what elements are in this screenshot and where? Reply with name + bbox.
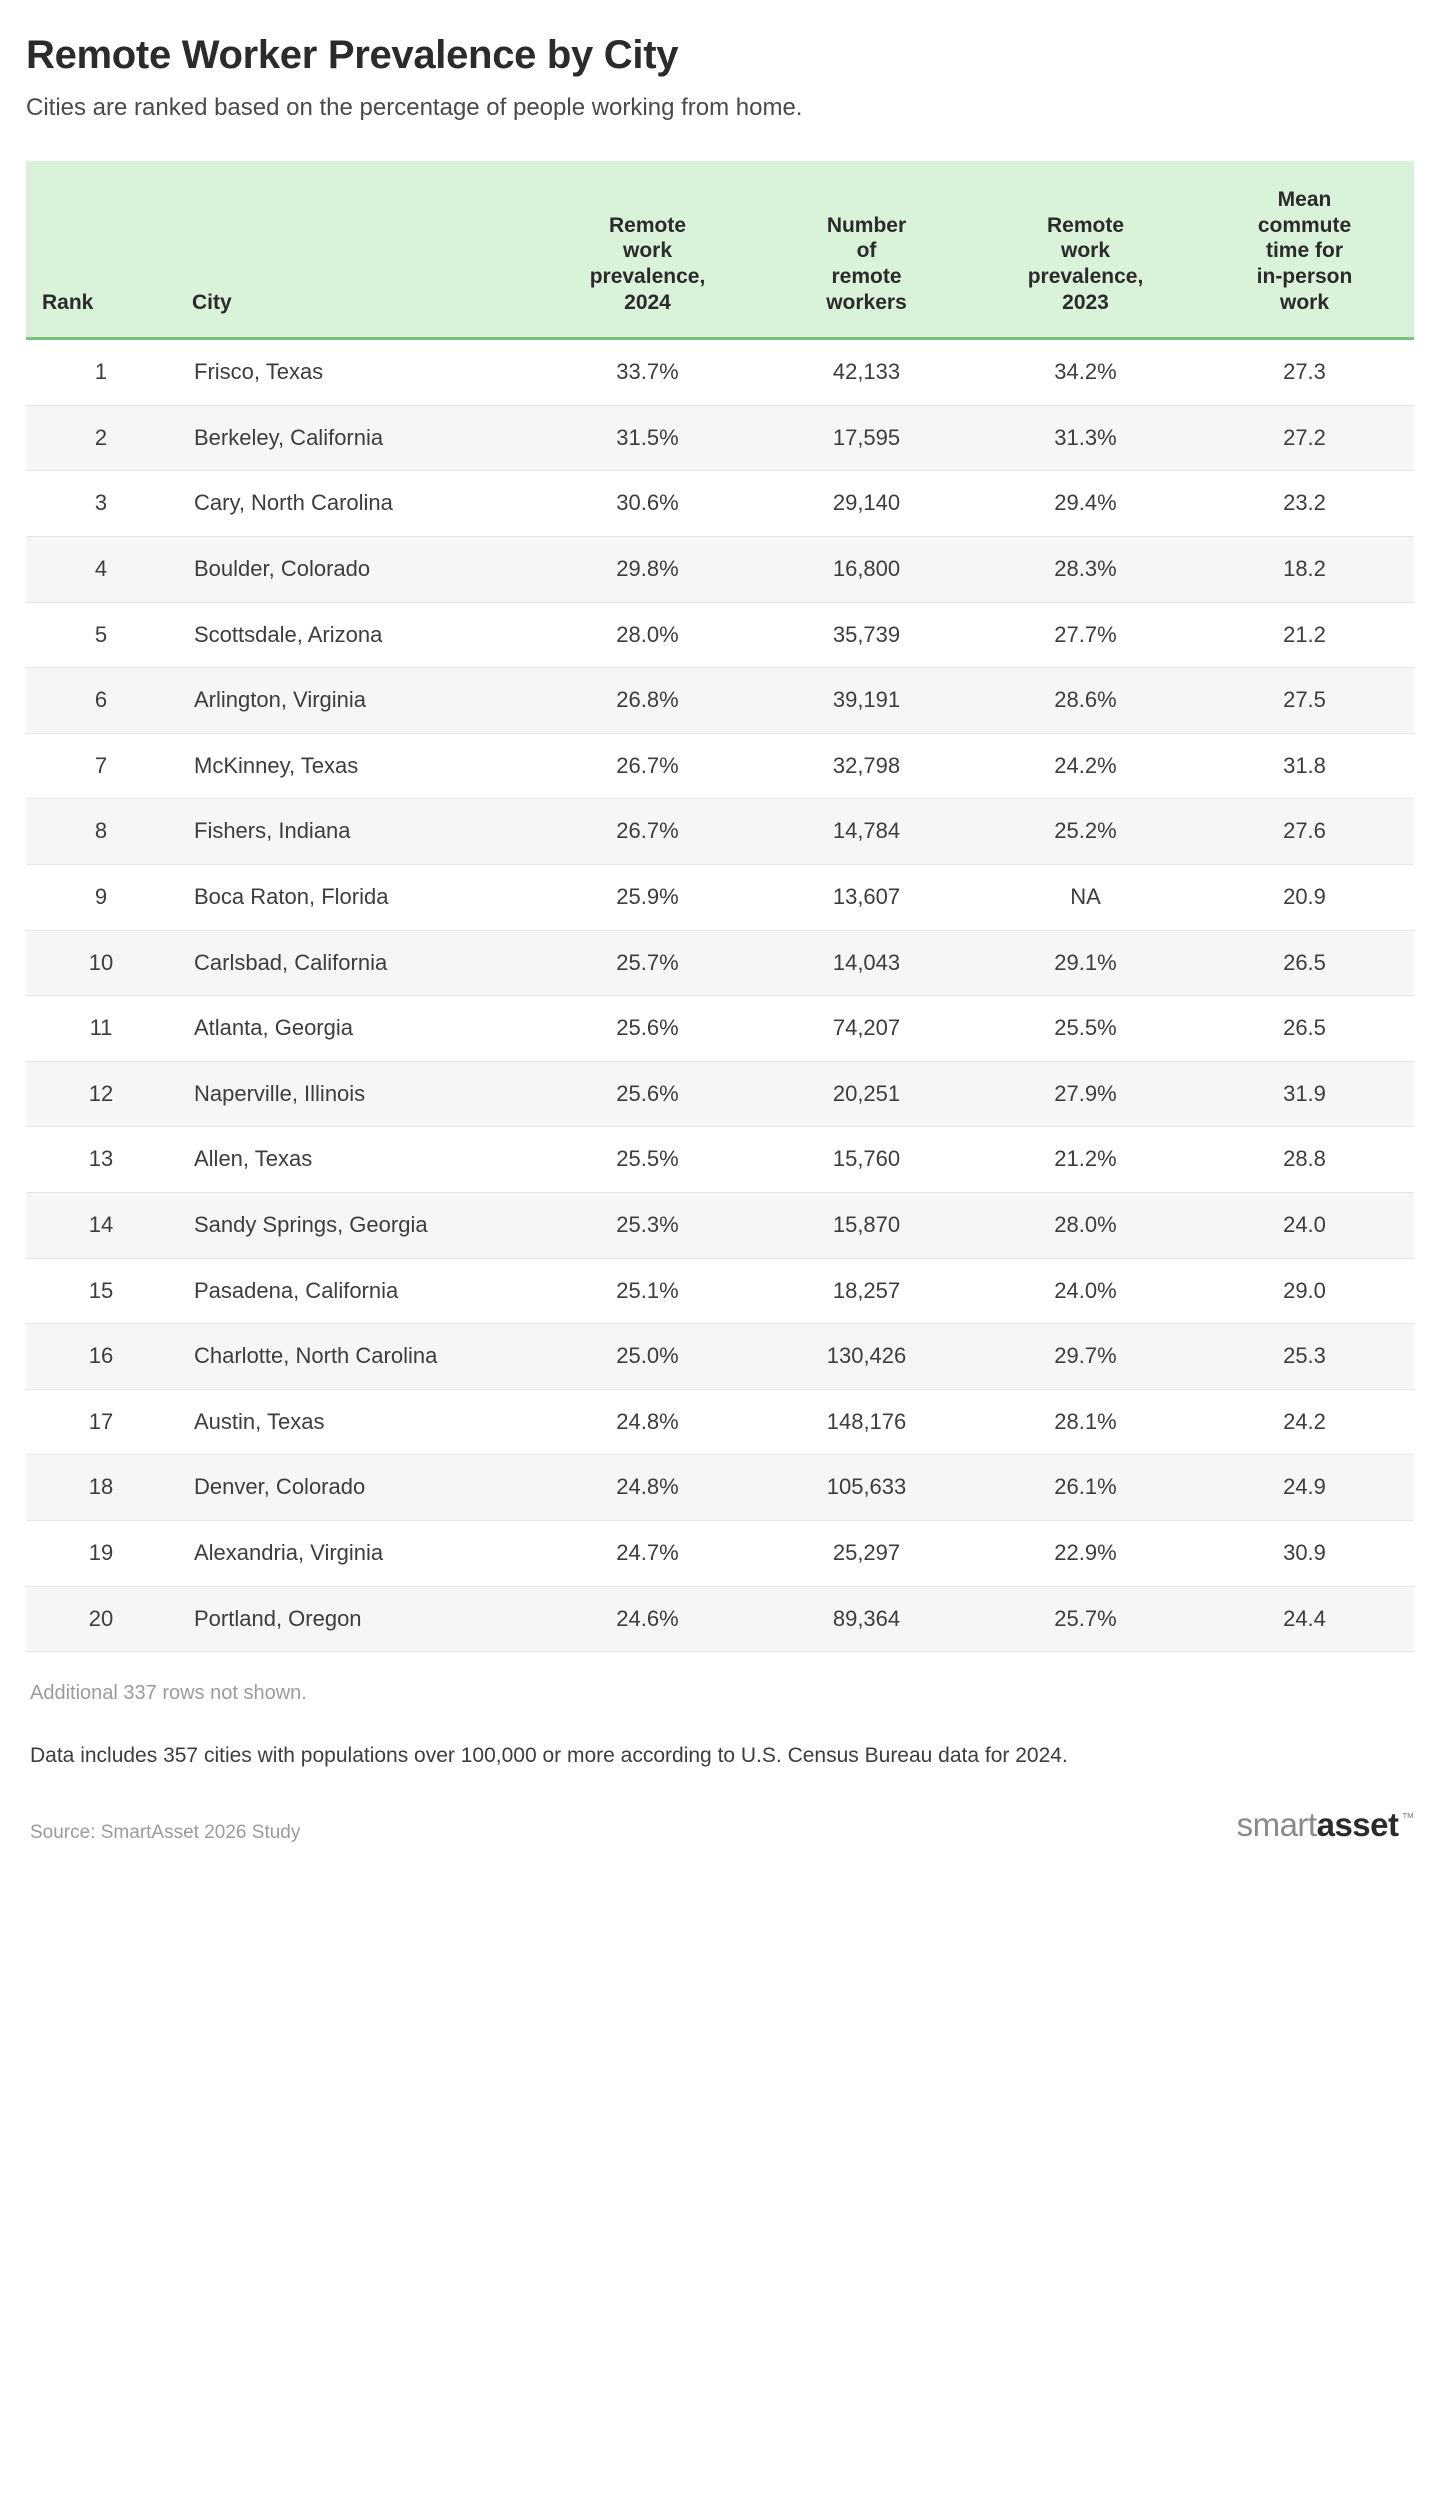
table-row [26, 996, 1414, 1062]
cell-remote-prevalence-2023: 25.2% [976, 799, 1195, 865]
cell-rank: 12 [26, 1061, 176, 1127]
cell-remote-prevalence-2024: 25.7% [538, 930, 757, 996]
header-line: remote [831, 265, 902, 289]
cell-remote-prevalence-2023: 27.7% [976, 602, 1195, 668]
cell-remote-prevalence-2024: 24.6% [538, 1586, 757, 1652]
column-header-rank [26, 161, 176, 339]
cell-remote-prevalence-2024: 28.0% [538, 602, 757, 668]
header-line: 2024 [624, 290, 671, 314]
header-line: workers [826, 290, 907, 314]
cell-rank: 20 [26, 1586, 176, 1652]
header-line: prevalence, [589, 265, 706, 289]
cell-city: Scottsdale, Arizona [176, 602, 538, 668]
header-line: Number [826, 213, 907, 237]
table-row [26, 602, 1414, 668]
cell-rank: 15 [26, 1258, 176, 1324]
cell-rank: 14 [26, 1192, 176, 1258]
table-row [26, 1192, 1414, 1258]
table-body [26, 339, 1414, 1652]
cell-number-of-remote-workers: 42,133 [757, 339, 976, 406]
table-row [26, 537, 1414, 603]
column-header-city [176, 161, 538, 339]
table-row [26, 799, 1414, 865]
header-line: work [1060, 239, 1110, 263]
cell-remote-prevalence-2024: 25.0% [538, 1324, 757, 1390]
logo-smart-text: smart [1236, 1805, 1317, 1843]
cell-remote-prevalence-2024: 25.5% [538, 1127, 757, 1193]
table-header [26, 161, 1414, 339]
cell-city: Charlotte, North Carolina [176, 1324, 538, 1390]
cell-remote-prevalence-2023: 22.9% [976, 1520, 1195, 1586]
cell-mean-commute-time: 26.5 [1195, 996, 1414, 1062]
cell-remote-prevalence-2023: 29.1% [976, 930, 1195, 996]
cell-mean-commute-time: 31.9 [1195, 1061, 1414, 1127]
cell-rank: 3 [26, 471, 176, 537]
cell-remote-prevalence-2023: NA [976, 864, 1195, 930]
header-line: prevalence, [1027, 265, 1144, 289]
cell-remote-prevalence-2024: 24.8% [538, 1455, 757, 1521]
cell-number-of-remote-workers: 18,257 [757, 1258, 976, 1324]
column-header-mean-commute-time [1195, 161, 1414, 339]
table-row [26, 930, 1414, 996]
cell-mean-commute-time: 25.3 [1195, 1324, 1414, 1390]
cell-number-of-remote-workers: 20,251 [757, 1061, 976, 1127]
cell-rank: 18 [26, 1455, 176, 1521]
cell-remote-prevalence-2023: 24.2% [976, 733, 1195, 799]
cell-mean-commute-time: 28.8 [1195, 1127, 1414, 1193]
table-row [26, 864, 1414, 930]
cell-remote-prevalence-2024: 30.6% [538, 471, 757, 537]
cell-city: Naperville, Illinois [176, 1061, 538, 1127]
table-row [26, 339, 1414, 406]
cell-remote-prevalence-2024: 26.7% [538, 799, 757, 865]
cell-city: Boca Raton, Florida [176, 864, 538, 930]
header-line: in-person [1256, 265, 1353, 289]
cell-remote-prevalence-2024: 26.7% [538, 733, 757, 799]
cell-rank: 16 [26, 1324, 176, 1390]
table-row [26, 1324, 1414, 1390]
cell-number-of-remote-workers: 17,595 [757, 405, 976, 471]
cell-remote-prevalence-2024: 25.6% [538, 1061, 757, 1127]
cell-remote-prevalence-2024: 29.8% [538, 537, 757, 603]
cell-mean-commute-time: 23.2 [1195, 471, 1414, 537]
cell-mean-commute-time: 27.3 [1195, 339, 1414, 406]
cell-number-of-remote-workers: 29,140 [757, 471, 976, 537]
cell-remote-prevalence-2023: 28.1% [976, 1389, 1195, 1455]
ranking-table-wrapper [26, 161, 1414, 1652]
header-line: 2023 [1062, 290, 1109, 314]
cell-remote-prevalence-2023: 29.4% [976, 471, 1195, 537]
cell-remote-prevalence-2024: 25.3% [538, 1192, 757, 1258]
column-header-remote-prevalence-2024 [538, 161, 757, 339]
table-row [26, 1389, 1414, 1455]
cell-remote-prevalence-2023: 21.2% [976, 1127, 1195, 1193]
cell-rank: 2 [26, 405, 176, 471]
cell-city: Carlsbad, California [176, 930, 538, 996]
cell-rank: 4 [26, 537, 176, 603]
cell-mean-commute-time: 24.4 [1195, 1586, 1414, 1652]
cell-remote-prevalence-2023: 28.6% [976, 668, 1195, 734]
cell-city: Pasadena, California [176, 1258, 538, 1324]
column-header-remote-prevalence-2023 [976, 161, 1195, 339]
cell-city: Frisco, Texas [176, 339, 538, 406]
cell-number-of-remote-workers: 130,426 [757, 1324, 976, 1390]
logo-trademark-icon: ™ [1401, 1809, 1414, 1825]
column-header-rank-label: Rank [42, 290, 94, 314]
cell-rank: 8 [26, 799, 176, 865]
cell-remote-prevalence-2023: 25.7% [976, 1586, 1195, 1652]
cell-remote-prevalence-2023: 25.5% [976, 996, 1195, 1062]
cell-rank: 6 [26, 668, 176, 734]
cell-number-of-remote-workers: 14,043 [757, 930, 976, 996]
rows-not-shown-note: Additional 337 rows not shown. [30, 1682, 307, 1705]
cell-city: Cary, North Carolina [176, 471, 538, 537]
cell-number-of-remote-workers: 89,364 [757, 1586, 976, 1652]
table-row [26, 471, 1414, 537]
cell-number-of-remote-workers: 13,607 [757, 864, 976, 930]
cell-remote-prevalence-2023: 27.9% [976, 1061, 1195, 1127]
cell-remote-prevalence-2023: 34.2% [976, 339, 1195, 406]
table-row [26, 405, 1414, 471]
cell-rank: 5 [26, 602, 176, 668]
cell-city: McKinney, Texas [176, 733, 538, 799]
cell-number-of-remote-workers: 35,739 [757, 602, 976, 668]
cell-remote-prevalence-2024: 25.1% [538, 1258, 757, 1324]
cell-mean-commute-time: 30.9 [1195, 1520, 1414, 1586]
cell-remote-prevalence-2024: 25.9% [538, 864, 757, 930]
footer [26, 1806, 1414, 1844]
cell-number-of-remote-workers: 15,870 [757, 1192, 976, 1258]
cell-number-of-remote-workers: 74,207 [757, 996, 976, 1062]
cell-rank: 9 [26, 864, 176, 930]
cell-city: Boulder, Colorado [176, 537, 538, 603]
cell-city: Berkeley, California [176, 405, 538, 471]
cell-mean-commute-time: 27.5 [1195, 668, 1414, 734]
table-header-row [26, 161, 1414, 339]
header-line: Remote [608, 213, 687, 237]
cell-number-of-remote-workers: 148,176 [757, 1389, 976, 1455]
cell-city: Allen, Texas [176, 1127, 538, 1193]
smartasset-logo [1237, 1806, 1414, 1844]
cell-remote-prevalence-2024: 25.6% [538, 996, 757, 1062]
data-description-note: Data includes 357 cities with populations over 100,000 or more according to U.S. Census Bureau data for 2024. [30, 1744, 1068, 1768]
cell-number-of-remote-workers: 16,800 [757, 537, 976, 603]
cell-remote-prevalence-2023: 24.0% [976, 1258, 1195, 1324]
cell-remote-prevalence-2024: 24.7% [538, 1520, 757, 1586]
cell-city: Austin, Texas [176, 1389, 538, 1455]
cell-city: Atlanta, Georgia [176, 996, 538, 1062]
page-title: Remote Worker Prevalence by City [26, 33, 679, 77]
cell-number-of-remote-workers: 25,297 [757, 1520, 976, 1586]
cell-city: Arlington, Virginia [176, 668, 538, 734]
cell-city: Sandy Springs, Georgia [176, 1192, 538, 1258]
cell-mean-commute-time: 24.9 [1195, 1455, 1414, 1521]
table-row [26, 1061, 1414, 1127]
cell-number-of-remote-workers: 105,633 [757, 1455, 976, 1521]
cell-rank: 19 [26, 1520, 176, 1586]
cell-mean-commute-time: 24.0 [1195, 1192, 1414, 1258]
source-label: Source: SmartAsset 2026 Study [30, 1821, 301, 1843]
cell-mean-commute-time: 18.2 [1195, 537, 1414, 603]
cell-number-of-remote-workers: 14,784 [757, 799, 976, 865]
cell-rank: 10 [26, 930, 176, 996]
header-line: work [1279, 290, 1329, 314]
ranking-table [26, 161, 1414, 1652]
table-row [26, 1520, 1414, 1586]
cell-remote-prevalence-2023: 28.0% [976, 1192, 1195, 1258]
header-line: time for [1265, 239, 1343, 263]
cell-mean-commute-time: 20.9 [1195, 864, 1414, 930]
table-row [26, 733, 1414, 799]
cell-remote-prevalence-2024: 24.8% [538, 1389, 757, 1455]
page-subtitle: Cities are ranked based on the percentage of people working from home. [26, 94, 803, 121]
cell-rank: 11 [26, 996, 176, 1062]
cell-mean-commute-time: 26.5 [1195, 930, 1414, 996]
cell-rank: 7 [26, 733, 176, 799]
column-header-city-label: City [192, 290, 232, 314]
header-line: Mean [1277, 188, 1332, 212]
table-row [26, 1586, 1414, 1652]
cell-mean-commute-time: 31.8 [1195, 733, 1414, 799]
table-row [26, 668, 1414, 734]
cell-mean-commute-time: 21.2 [1195, 602, 1414, 668]
cell-mean-commute-time: 24.2 [1195, 1389, 1414, 1455]
cell-city: Alexandria, Virginia [176, 1520, 538, 1586]
cell-remote-prevalence-2024: 31.5% [538, 405, 757, 471]
cell-city: Fishers, Indiana [176, 799, 538, 865]
header-line: work [622, 239, 672, 263]
cell-number-of-remote-workers: 32,798 [757, 733, 976, 799]
cell-number-of-remote-workers: 15,760 [757, 1127, 976, 1193]
column-header-number-of-remote-workers [757, 161, 976, 339]
cell-city: Portland, Oregon [176, 1586, 538, 1652]
cell-rank: 13 [26, 1127, 176, 1193]
logo-asset-text: asset [1316, 1805, 1399, 1843]
table-row [26, 1127, 1414, 1193]
table-row [26, 1455, 1414, 1521]
cell-rank: 1 [26, 339, 176, 406]
cell-remote-prevalence-2023: 28.3% [976, 537, 1195, 603]
cell-city: Denver, Colorado [176, 1455, 538, 1521]
cell-remote-prevalence-2023: 26.1% [976, 1455, 1195, 1521]
cell-remote-prevalence-2023: 31.3% [976, 405, 1195, 471]
cell-remote-prevalence-2024: 33.7% [538, 339, 757, 406]
cell-mean-commute-time: 29.0 [1195, 1258, 1414, 1324]
cell-remote-prevalence-2024: 26.8% [538, 668, 757, 734]
header-line: of [856, 239, 877, 263]
header-line: Remote [1046, 213, 1125, 237]
cell-mean-commute-time: 27.2 [1195, 405, 1414, 471]
table-row [26, 1258, 1414, 1324]
cell-mean-commute-time: 27.6 [1195, 799, 1414, 865]
cell-remote-prevalence-2023: 29.7% [976, 1324, 1195, 1390]
cell-rank: 17 [26, 1389, 176, 1455]
cell-number-of-remote-workers: 39,191 [757, 668, 976, 734]
header-line: commute [1257, 213, 1352, 237]
